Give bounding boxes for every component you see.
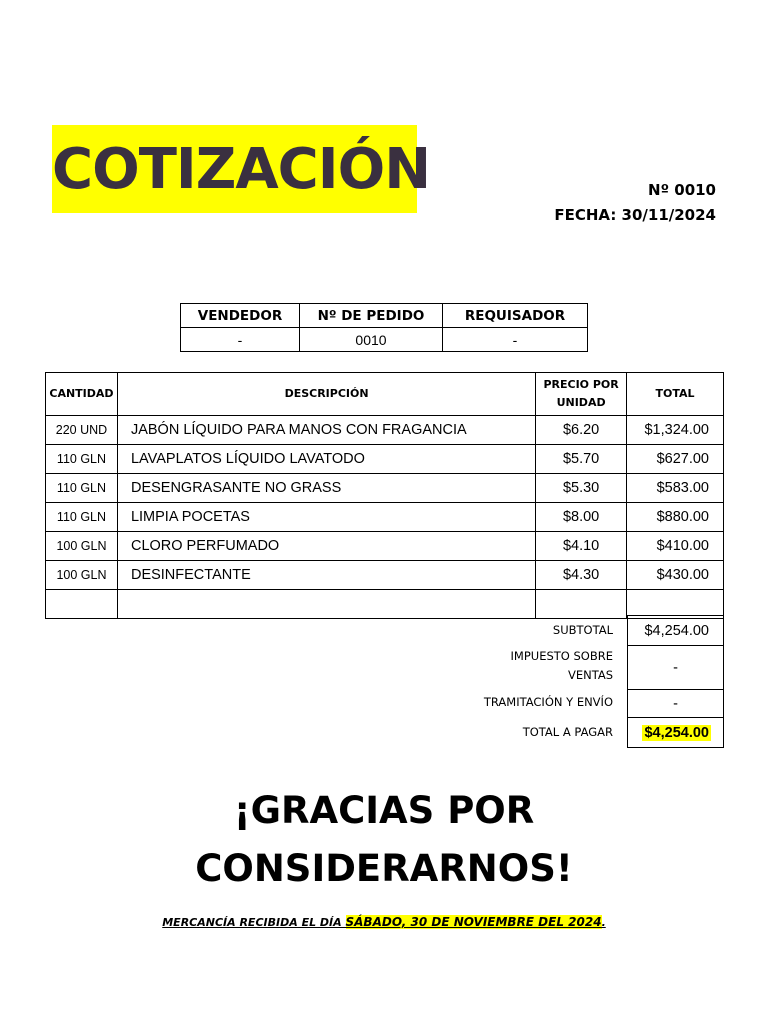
shipping-row [45,689,724,717]
tax-label [511,647,613,685]
tax-label-line1: IMPUESTO SOBRE [510,649,613,663]
total-header: TOTAL [627,373,724,416]
thanks-line2: CONSIDERARNOS! [195,847,573,890]
qty-header: CANTIDAD [46,373,118,416]
total-row [45,717,724,747]
tax-label-line2: VENTAS [567,668,613,682]
subtotal-value: $4,254.00 [627,615,724,646]
table-row [46,561,724,590]
page-title: COTIZACIÓN [52,137,431,202]
table-row [46,445,724,474]
thanks-line1: ¡GRACIAS POR [233,789,535,832]
total-label: TOTAL A PAGAR [522,725,613,739]
table-row [46,532,724,561]
row-qty: 100 GLN [46,561,118,590]
row-desc: DESINFECTANTE [117,561,535,590]
seller-value: - [181,328,300,352]
row-total: $627.00 [627,445,724,474]
order-number-value: 0010 [300,328,443,352]
row-qty: 220 UND [46,416,118,445]
quote-number: Nº 0010 [648,181,716,199]
footnote-prefix: MERCANCÍA RECIBIDA EL DÍA [162,916,346,929]
row-qty: 110 GLN [46,474,118,503]
requester-header: REQUISADOR [443,304,588,328]
row-total: $583.00 [627,474,724,503]
quote-date: FECHA: 30/11/2024 [554,206,716,224]
row-desc: DESENGRASANTE NO GRASS [117,474,535,503]
tax-row [45,645,724,689]
row-desc: JABÓN LÍQUIDO PARA MANOS CON FRAGANCIA [117,416,535,445]
row-total: $410.00 [627,532,724,561]
row-price: $6.20 [536,416,627,445]
row-total: $1,324.00 [627,416,724,445]
footnote-suffix: . [601,916,606,929]
seller-header: VENDEDOR [181,304,300,328]
row-price: $5.70 [536,445,627,474]
subtotal-row [45,615,724,645]
order-number-header: Nº DE PEDIDO [300,304,443,328]
total-value: $4,254.00 [644,724,709,741]
row-price: $8.00 [536,503,627,532]
table-row [46,503,724,532]
price-header-line2: UNIDAD [556,396,606,409]
row-desc: LIMPIA POCETAS [117,503,535,532]
row-qty: 100 GLN [46,532,118,561]
row-total: $430.00 [627,561,724,590]
items-header-row [46,373,724,416]
order-info-header-row [181,304,588,328]
shipping-value: - [627,689,724,718]
order-info-value-row [181,328,588,352]
footnote [0,915,768,929]
order-info-table [180,303,588,352]
row-qty: 110 GLN [46,445,118,474]
row-desc: CLORO PERFUMADO [117,532,535,561]
table-row [46,474,724,503]
row-price: $4.30 [536,561,627,590]
row-desc: LAVAPLATOS LÍQUIDO LAVATODO [117,445,535,474]
subtotal-label: SUBTOTAL [552,623,613,637]
desc-header: DESCRIPCIÓN [117,373,535,416]
row-price: $4.10 [536,532,627,561]
table-row [46,416,724,445]
total-value-cell [627,717,724,748]
row-total: $880.00 [627,503,724,532]
shipping-label: TRAMITACIÓN Y ENVÍO [483,695,613,709]
row-price: $5.30 [536,474,627,503]
tax-value: - [627,645,724,690]
price-header [536,373,627,416]
items-table [45,372,724,619]
price-header-line1: PRECIO POR [543,378,619,391]
requester-value: - [443,328,588,352]
row-qty: 110 GLN [46,503,118,532]
footnote-date: SÁBADO, 30 DE NOVIEMBRE DEL 2024 [345,915,602,929]
